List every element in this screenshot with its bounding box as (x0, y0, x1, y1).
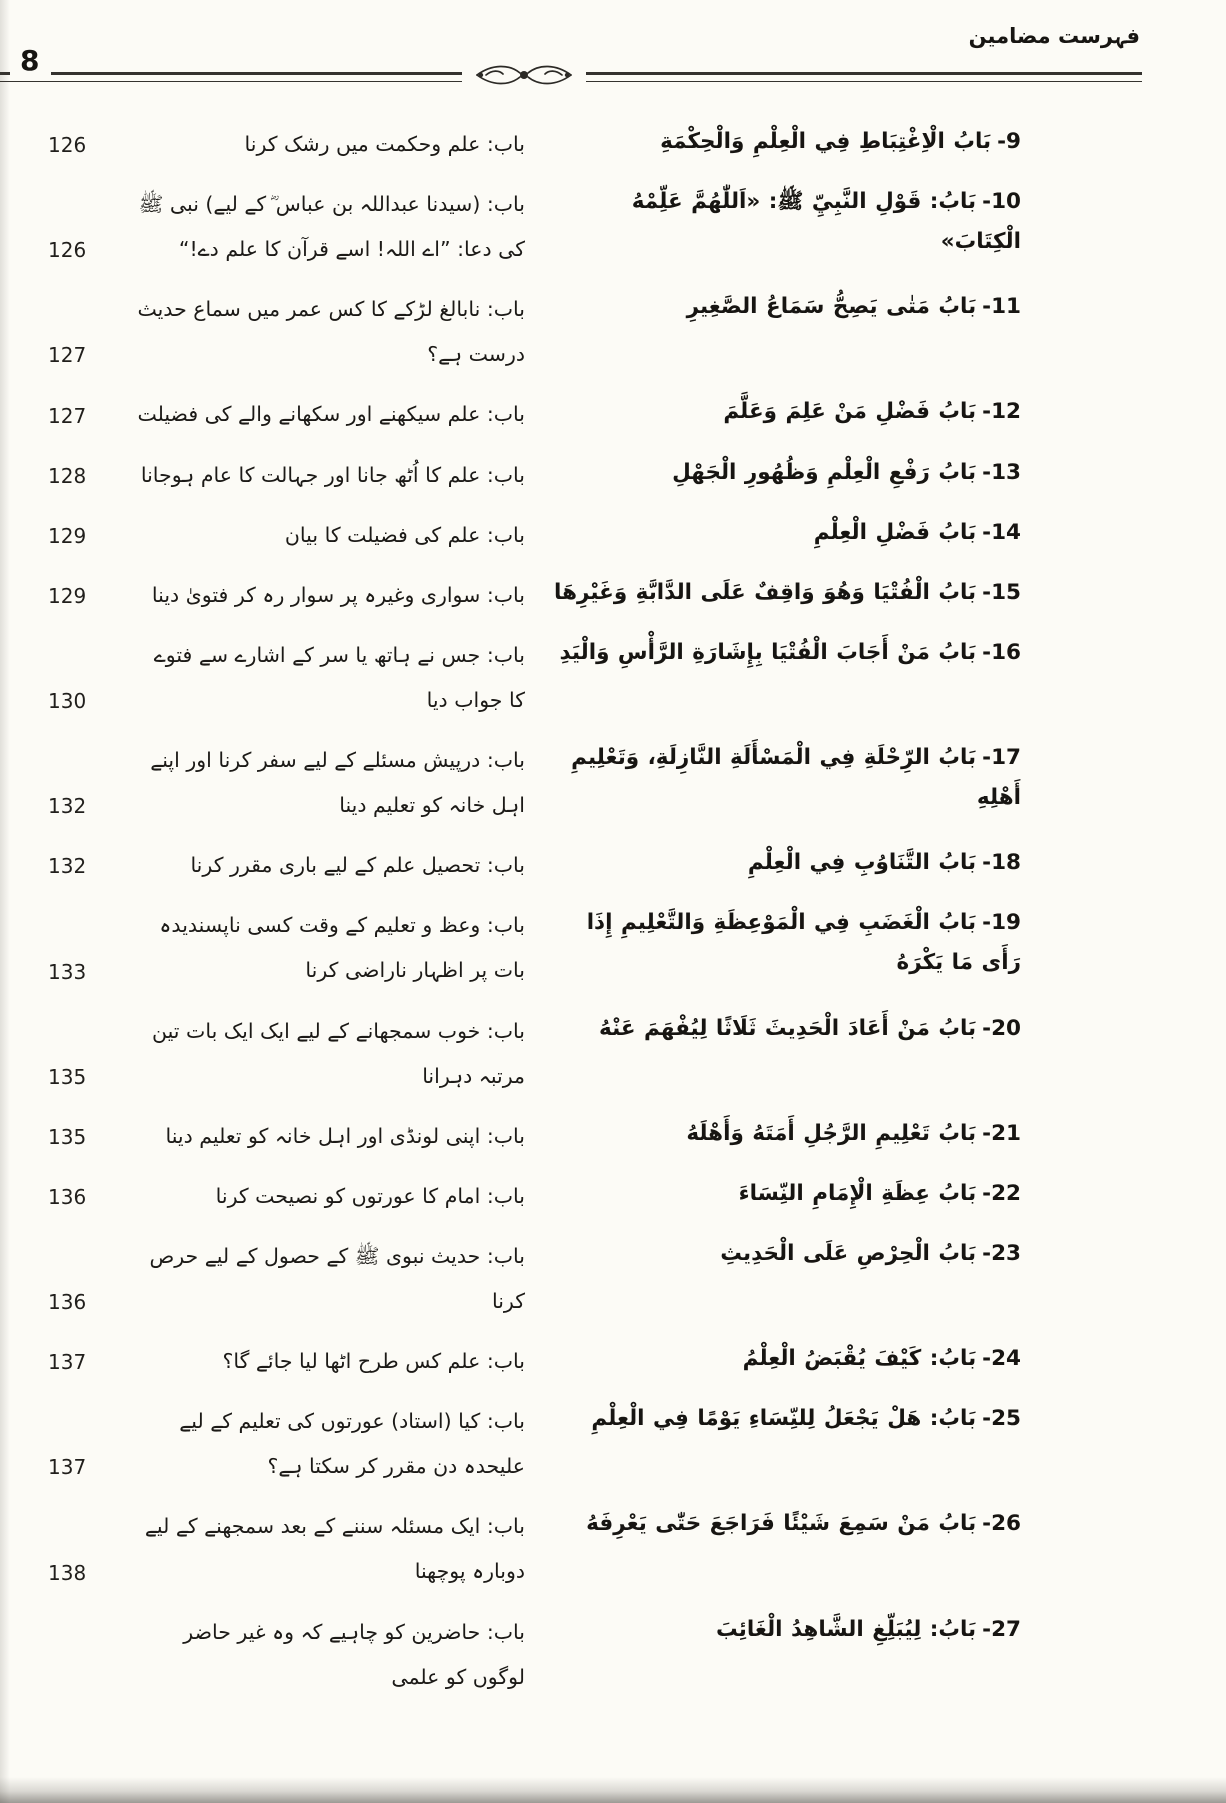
chapter-title-arabic-text: بَابُ: كَيْفَ يُقْبَضُ الْعِلْمُ (742, 1346, 977, 1372)
chapter-number: 24- (982, 1346, 1021, 1372)
chapter-number: 14- (982, 519, 1021, 545)
chapter-title-urdu: باب: حدیث نبوی ﷺ کے حصول کے لیے حرص کرنا (149, 1243, 525, 1313)
chapter-title-urdu: باب: درپیش مسئلے کے لیے سفر کرنا اور اپنے اہل خانہ کو تعلیم دینا (150, 748, 525, 818)
toc-entry-row (48, 287, 1021, 377)
chapter-title-urdu: باب: نابالغ لڑکے کا کس عمر میں سماع حدیث درست ہے؟ (137, 297, 525, 367)
chapter-title-urdu: باب: تحصیل علم کے لیے باری مقرر کرنا (190, 853, 525, 878)
chapter-title-arabic-text: بَابُ مَنْ أَعَادَ الْحَدِيثَ ثَلَاثًا لِيُفْهَمَ عَنْهُ (599, 1015, 977, 1041)
chapter-title-arabic (551, 1174, 1021, 1214)
chapter-title-arabic (551, 1339, 1021, 1379)
toc-entry-row (48, 633, 1021, 723)
entry-page-number: 132 (48, 794, 87, 819)
chapter-title-urdu: باب: اپنی لونڈی اور اہل خانہ کو تعلیم دینا (165, 1123, 525, 1148)
toc-entry-row (48, 182, 1021, 272)
toc-entry-row (48, 1610, 1021, 1700)
chapter-title-arabic-text: بَابُ الرِّحْلَةِ فِي الْمَسْأَلَةِ النَّازِلَةِ، وَتَعْلِيمِ أَهْلِهِ (571, 745, 1021, 810)
scan-edge-shadow-bottom (0, 1777, 1226, 1803)
entry-page-number: 128 (48, 463, 87, 488)
toc-entry-row (48, 573, 1021, 618)
toc-entry-row (48, 1399, 1021, 1489)
chapter-title-arabic (551, 1504, 1021, 1544)
chapter-title-arabic-text: بَابُ مَنْ سَمِعَ شَيْئًا فَرَاجَعَ حَتّٰى يَعْرِفَهُ (586, 1511, 977, 1537)
chapter-number: 19- (982, 910, 1021, 936)
chapter-number: 22- (982, 1180, 1021, 1206)
toc-entry-row (48, 1009, 1021, 1099)
chapter-title-urdu: باب: خوب سمجھانے کے لیے ایک ایک بات تین مرتبہ دہرانا (152, 1018, 525, 1088)
chapter-title-urdu: باب: علم سیکھنے اور سکھانے والے کی فضیلت (137, 402, 525, 427)
chapter-title-arabic (551, 1009, 1021, 1049)
chapter-title-urdu: باب: وعظ و تعلیم کے وقت کسی ناپسندیدہ بات پر اظہار ناراضی کرنا (159, 913, 525, 983)
chapter-title-arabic (551, 453, 1021, 493)
toc-entry-row (48, 1504, 1021, 1594)
entry-page-number: 126 (48, 133, 87, 158)
chapter-title-arabic (551, 1399, 1021, 1439)
chapter-title-arabic-text: بَابُ الْحِرْصِ عَلَى الْحَدِيثِ (720, 1240, 977, 1266)
entry-page-number: 133 (48, 959, 87, 984)
page-header (0, 0, 1226, 96)
chapter-title-arabic-text: بَابُ الْفُتْيَا وَهُوَ وَاقِفٌ عَلَى الدَّابَّةِ وَغَيْرِهَا (554, 579, 977, 605)
chapter-number: 15- (982, 579, 1021, 605)
entry-page-number: 127 (48, 403, 87, 428)
chapter-title-arabic (551, 182, 1021, 262)
chapter-title-urdu: باب: کیا (استاد) عورتوں کی تعلیم کے لیے علیحدہ دن مقرر کر سکتا ہے؟ (179, 1409, 525, 1479)
entry-page-number: 127 (48, 343, 87, 368)
chapter-title-arabic (551, 843, 1021, 883)
chapter-title-urdu: باب: ایک مسئلہ سننے کے بعد سمجھنے کے لیے دوبارہ پوچھنا (144, 1514, 525, 1584)
chapter-number: 11- (982, 294, 1021, 320)
toc-entry-row (48, 903, 1021, 993)
entry-page-number: 137 (48, 1455, 87, 1480)
chapter-number: 12- (982, 399, 1021, 425)
chapter-title-arabic (551, 513, 1021, 553)
chapter-title-arabic-text: بَابُ مَتٰى يَصِحُّ سَمَاعُ الصَّغِيرِ (686, 294, 977, 320)
chapter-number: 27- (982, 1616, 1021, 1642)
chapter-title-arabic-text: بَابُ الْغَضَبِ فِي الْمَوْعِظَةِ وَالتَّعْلِيمِ إِذَا رَأَى مَا يَكْرَهُ (586, 910, 1021, 976)
book-page-number: 8 (10, 44, 51, 79)
entry-page-number: 129 (48, 583, 87, 608)
chapter-number: 13- (982, 459, 1021, 485)
chapter-number: 20- (982, 1015, 1021, 1041)
chapter-title-urdu: باب: علم کی فضیلت کا بیان (284, 522, 525, 547)
entry-page-number: 135 (48, 1124, 87, 1149)
entry-page-number: 132 (48, 854, 87, 879)
chapter-number: 9- (997, 129, 1021, 154)
toc-entry-row (48, 122, 1021, 167)
chapter-title-arabic-text: بَابُ: هَلْ يَجْعَلُ لِلنِّسَاءِ يَوْمًا فِي الْعِلْمِ (591, 1406, 977, 1432)
chapter-title-urdu: باب: علم کس طرح اٹھا لیا جائے گا؟ (222, 1349, 525, 1374)
toc-entry-row (48, 453, 1021, 498)
chapter-title-arabic-text: بَابُ فَضْلِ مَنْ عَلِمَ وَعَلَّمَ (723, 399, 977, 425)
header-title-row (40, 24, 1140, 58)
entry-page-number: 138 (48, 1560, 87, 1585)
chapter-title-urdu: باب: جس نے ہاتھ یا سر کے اشارے سے فتوے کا جواب دیا (153, 642, 525, 712)
toc-entry-row (48, 513, 1021, 558)
chapter-title-urdu: باب: سواری وغیرہ پر سوار رہ کر فتویٰ دینا (151, 582, 525, 607)
fleuron-ornament-icon (462, 61, 586, 89)
chapter-title-arabic-text: بَابُ الْاِغْتِبَاطِ فِي الْعِلْمِ وَالْحِكْمَةِ (660, 129, 992, 154)
ornamental-divider (20, 44, 1140, 96)
toc-entry-row (48, 738, 1021, 828)
toc-entry-row (48, 1114, 1021, 1159)
chapter-title-arabic (551, 287, 1021, 327)
chapter-title-arabic-text: بَابُ: لِيُبَلِّغِ الشَّاهِدُ الْغَائِبَ (716, 1616, 977, 1642)
toc-entry-row (48, 1174, 1021, 1219)
entry-page-number: 136 (48, 1290, 87, 1315)
chapter-title-arabic (551, 1114, 1021, 1154)
chapter-number: 26- (982, 1511, 1021, 1537)
chapter-number: 16- (982, 639, 1021, 665)
chapter-title-arabic-text: بَابُ رَفْعِ الْعِلْمِ وَظُهُورِ الْجَهْلِ (672, 459, 977, 485)
chapter-title-urdu: باب: علم وحکمت میں رشک کرنا (244, 132, 525, 156)
chapter-number: 21- (982, 1120, 1021, 1146)
entry-page-number: 135 (48, 1064, 87, 1089)
entry-page-number: 130 (48, 689, 87, 714)
chapter-number: 18- (982, 850, 1021, 876)
chapter-title-urdu: باب: حاضرین کو چاہیے کہ وہ غیر حاضر لوگوں کو علمی (183, 1619, 525, 1689)
chapter-title-arabic (551, 738, 1021, 818)
chapter-number: 25- (982, 1406, 1021, 1432)
toc-entry-row (48, 843, 1021, 888)
chapter-title-arabic-text: بَابُ فَضْلِ الْعِلْمِ (813, 519, 977, 545)
chapter-number: 23- (982, 1240, 1021, 1266)
toc-entries (0, 96, 1226, 1700)
entry-page-number: 136 (48, 1184, 87, 1209)
chapter-title-arabic-text: بَابُ عِظَةِ الْإِمَامِ النِّسَاءَ (738, 1180, 977, 1206)
chapter-title-arabic (551, 392, 1021, 432)
chapter-title-arabic (551, 633, 1021, 673)
chapter-title-arabic (551, 573, 1021, 613)
chapter-title-arabic-text: بَابُ مَنْ أَجَابَ الْفُتْيَا بِإِشَارَةِ الرَّأْسِ وَالْيَدِ (559, 639, 977, 665)
chapter-title-arabic (551, 1610, 1021, 1650)
chapter-title-urdu: باب: امام کا عورتوں کو نصیحت کرنا (215, 1183, 525, 1208)
chapter-title-arabic-text: بَابُ: قَوْلِ النَّبِيِّ ﷺ: «اَللّٰهُمَّ عَلِّمْهُ الْكِتَابَ» (631, 189, 1021, 254)
toc-title: فہرست مضامین (968, 24, 1140, 48)
entry-page-number: 129 (48, 523, 87, 548)
chapter-title-arabic-text: بَابُ تَعْلِيمِ الرَّجُلِ أَمَتَهُ وَأَهْلَهُ (686, 1120, 977, 1146)
chapter-title-arabic (551, 122, 1021, 162)
chapter-title-urdu: باب: علم کا اُٹھ جانا اور جہالت کا عام ہوجانا (140, 462, 525, 487)
entry-page-number: 137 (48, 1350, 87, 1375)
toc-entry-row (48, 1234, 1021, 1324)
toc-entry-row (48, 392, 1021, 437)
chapter-title-arabic-text: بَابُ التَّنَاوُبِ فِي الْعِلْمِ (747, 850, 977, 876)
chapter-number: 10- (982, 189, 1021, 215)
chapter-title-arabic (551, 903, 1021, 983)
chapter-title-arabic (551, 1234, 1021, 1274)
entry-page-number: 126 (48, 238, 87, 263)
chapter-title-urdu: باب: (سیدنا عبداللہ بن عباس ؓ کے لیے) نبی ﷺ کی دعا: ”اے اللہ! اسے قرآن کا علم دے!“ (138, 192, 525, 262)
toc-entry-row (48, 1339, 1021, 1384)
chapter-number: 17- (982, 745, 1021, 771)
